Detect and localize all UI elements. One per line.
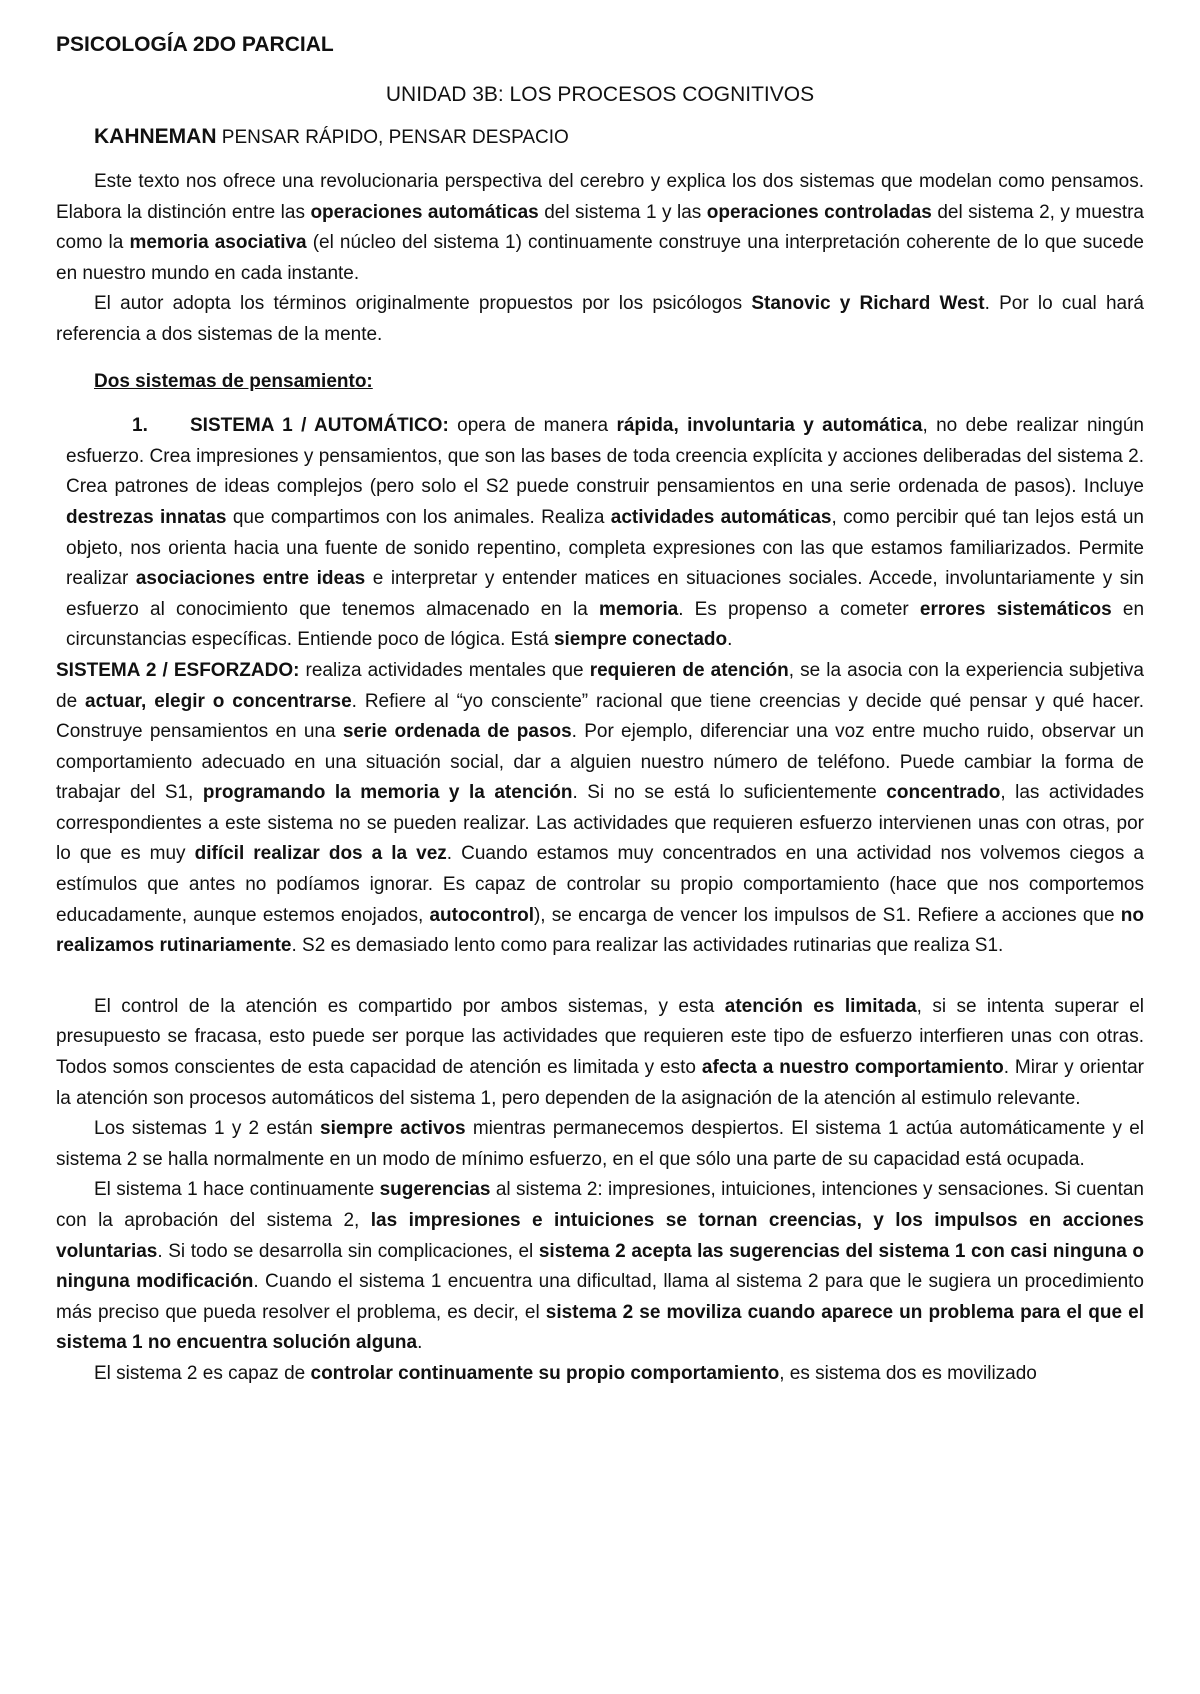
intro-paragraph-2: [56, 289, 1144, 350]
emphasis: Stanovic y Richard West: [751, 293, 985, 315]
text-run: , se la asocia con la experiencia subjetiva de: [56, 659, 1144, 712]
body-paragraph-2: [56, 1114, 1144, 1175]
emphasis: siempre activos: [320, 1118, 466, 1140]
text-run: . Refiere al “yo consciente” racional que tiene creencias y decide qué pensar y qué hacer. Construye pensamientos en una: [56, 690, 1144, 743]
emphasis: operaciones controladas: [706, 201, 932, 223]
emphasis: no realizamos rutinariamente: [56, 904, 1144, 957]
emphasis: destrezas innatas: [66, 506, 227, 528]
text-run: , como percibir qué tan lejos está un objeto, nos orienta hacia una fuente de sonido repentino, completa expresiones con las que estamos familiarizados. Permite realizar: [66, 506, 1144, 590]
text-run: del sistema 2, y muestra como la: [56, 201, 1144, 254]
paragraph-spacer: [56, 962, 1144, 992]
emphasis: controlar continuamente su propio comportamiento: [310, 1362, 780, 1384]
text-run: . Si todo se desarrolla sin complicaciones, el: [157, 1240, 539, 1262]
emphasis: sugerencias: [379, 1179, 491, 1201]
text-run: , no debe realizar ningún esfuerzo. Crea impresiones y pensamientos, que son las bases de toda creencia explícita y acciones deliberadas del sistema 2. Crea patrones de ideas complejos (pero solo el S2 puede construir pensamientos en una serie ordenada de pasos). Incluye: [66, 415, 1145, 498]
emphasis: serie ordenada de pasos: [342, 721, 572, 743]
text-run: que compartimos con los animales. Realiza: [226, 506, 611, 528]
emphasis: errores sistemáticos: [919, 598, 1112, 620]
text-run: El autor adopta los términos originalmente propuestos por los psicólogos: [94, 293, 752, 315]
document-title: PSICOLOGÍA 2DO PARCIAL: [56, 33, 334, 56]
text-run: e interpretar y entender matices en situaciones sociales. Accede, involuntariamente y sin esfuerzo al conocimiento que tenemos almacenado en la: [66, 568, 1144, 620]
text-run: mientras permanecemos despiertos. El sistema 1 actúa automáticamente y el sistema 2 se halla normalmente en un modo de mínimo esfuerzo, en el que sólo una parte de su capacidad está ocupada.: [56, 1118, 1144, 1170]
author-line: [94, 122, 1144, 153]
emphasis: rápida, involuntaria y automática: [616, 415, 923, 437]
emphasis: difícil realizar dos a la vez: [194, 843, 447, 865]
text-run: , las actividades correspondientes a este sistema no se pueden realizar. Las actividades que requieren esfuerzo intervienen unas con otras, por lo que es muy: [56, 782, 1144, 865]
text-run: El sistema 2 es capaz de: [94, 1362, 311, 1384]
text-run: realiza actividades mentales que: [299, 659, 590, 681]
list-number: 1.: [132, 415, 148, 437]
text-run: .: [417, 1332, 423, 1354]
text-run: . Si no se está lo suficientemente: [572, 782, 887, 804]
emphasis: sistema 2 se moviliza cuando aparece un problema para el que el sistema 1 no encuentra solución alguna: [56, 1301, 1144, 1354]
intro-paragraph-1: [56, 167, 1144, 289]
text-run: del sistema 1 y las: [538, 201, 707, 223]
emphasis: actividades automáticas: [610, 506, 832, 528]
text-run: . Por lo cual hará referencia a dos sistemas de la mente.: [56, 293, 1145, 345]
section-heading: Dos sistemas de pensamiento:: [94, 370, 373, 392]
text-run: . Cuando el sistema 1 encuentra una dificultad, llama al sistema 2 para que le sugiera un procedimiento más preciso que pueda resolver el problema, es decir, el: [56, 1271, 1144, 1323]
emphasis: SISTEMA 2 / ESFORZADO:: [56, 659, 300, 681]
emphasis: SISTEMA 1 / AUTOMÁTICO:: [190, 415, 449, 437]
emphasis: afecta a nuestro comportamiento: [701, 1057, 1004, 1079]
author-name: KAHNEMAN: [94, 125, 217, 148]
text-run: al sistema 2: impresiones, intuiciones, intenciones y sensaciones. Si cuentan con la aprobación del sistema 2,: [56, 1179, 1144, 1231]
text-run: Este texto nos ofrece una revolucionaria perspectiva del cerebro y explica los dos sistemas que modelan como pensamos. Elabora la distinción entre las: [56, 171, 1144, 223]
emphasis: actuar, elegir o concentrarse: [85, 690, 352, 712]
emphasis: concentrado: [886, 782, 1001, 804]
emphasis: asociaciones entre ideas: [135, 568, 366, 590]
text-run: ), se encarga de vencer los impulsos de S1. Refiere a acciones que: [533, 904, 1121, 926]
emphasis: operaciones automáticas: [310, 201, 539, 223]
emphasis: atención es limitada: [724, 995, 917, 1017]
text-run: . S2 es demasiado lento como para realizar las actividades rutinarias que realiza S1.: [291, 935, 1004, 957]
emphasis: programando la memoria y la atención: [202, 782, 573, 804]
emphasis: sistema 2 acepta las sugerencias del sistema 1 con casi ninguna o ninguna modificación: [56, 1240, 1144, 1293]
emphasis: siempre conectado: [553, 629, 728, 651]
text-run: .: [727, 629, 733, 651]
body-paragraph-3: [56, 1175, 1144, 1359]
sistema-2-paragraph: [56, 656, 1144, 962]
emphasis: requieren de atención: [589, 659, 789, 681]
text-run: Los sistemas 1 y 2 están: [94, 1118, 321, 1140]
text-run: . Es propenso a cometer: [678, 598, 920, 620]
text-run: El sistema 1 hace continuamente: [94, 1179, 380, 1201]
text-run: El control de la atención es compartido por ambos sistemas, y esta: [94, 995, 725, 1017]
text-run: , si se intenta superar el presupuesto se fracasa, esto puede ser porque las actividades que requieren este tipo de esfuerzo interfieren unas con otras. Todos somos conscientes de esta capacidad de atención es limitada y esto: [56, 995, 1144, 1079]
text-run: (el núcleo del sistema 1) continuamente construye una interpretación coherente de lo que sucede en nuestro mundo en cada instante.: [56, 232, 1144, 284]
unit-title: UNIDAD 3B: LOS PROCESOS COGNITIVOS: [385, 83, 815, 106]
text-run: , es sistema dos es movilizado: [779, 1362, 1037, 1384]
text-run: . Por ejemplo, diferenciar una voz entre mucho ruido, observar un comportamiento adecuado en una situación social, dar a alguien nuestro número de teléfono. Puede cambiar la forma de trabajar del S1,: [56, 721, 1144, 804]
text-run: opera de manera: [448, 415, 617, 437]
sistema-1-paragraph: [56, 411, 1144, 656]
emphasis: autocontrol: [429, 904, 534, 926]
text-run: . Cuando estamos muy concentrados en una actividad nos volvemos ciegos a estímulos que antes no podíamos ignorar. Es capaz de controlar su propio comportamiento (hace que nos comportemos educadamente, aunque estemos enojados,: [56, 843, 1144, 926]
body-paragraph-4: [56, 1359, 1144, 1390]
emphasis: las impresiones e intuiciones se tornan creencias, y los impulsos en acciones voluntarias: [56, 1210, 1144, 1262]
text-run: en circunstancias específicas. Entiende poco de lógica. Está: [66, 598, 1145, 651]
emphasis: memoria asociativa: [129, 232, 307, 254]
book-title: PENSAR RÁPIDO, PENSAR DESPACIO: [221, 127, 569, 148]
body-paragraph-1: [56, 992, 1144, 1114]
text-run: . Mirar y orientar la atención son procesos automáticos del sistema 1, pero dependen de la asignación de la atención al estimulo relevante.: [56, 1057, 1144, 1109]
emphasis: memoria: [598, 598, 679, 620]
